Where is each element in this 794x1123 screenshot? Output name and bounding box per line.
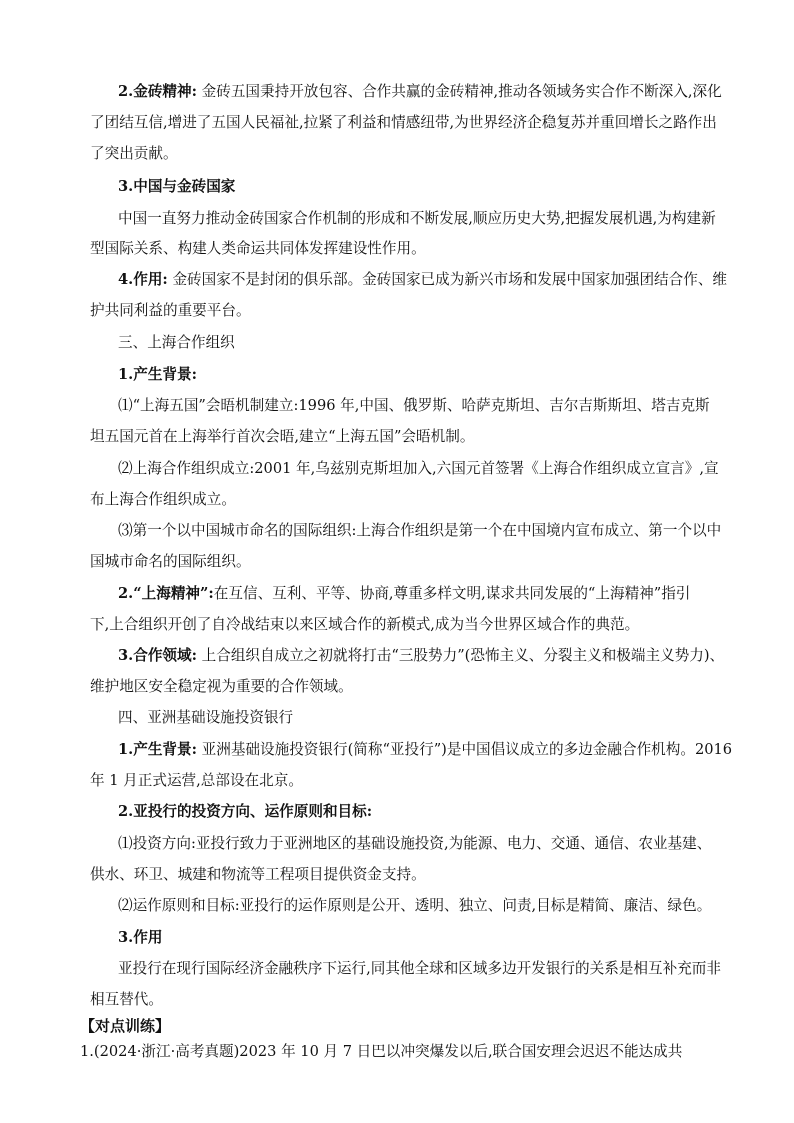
label-shanghai-spirit: 2.“上海精神”: — [118, 585, 214, 602]
heading-aiib-role: 3.作用 — [118, 929, 163, 946]
label-role: 4.作用: — [118, 271, 168, 288]
section-heading-sco: 三、上海合作组织 — [118, 334, 235, 351]
section-heading-aiib: 四、亚洲基础设施投资银行 — [118, 709, 294, 726]
text-line: 护共同利益的重要平台。 — [90, 302, 251, 319]
text-line: 坦五国元首在上海举行首次会晤,建立“上海五国”会晤机制。 — [90, 428, 475, 445]
paragraph-brics-spirit: 2.金砖精神: 金砖五国秉持开放包容、合作共赢的金砖精神,推动各领域务实合作不断深入,深化 — [118, 83, 722, 100]
text-line: 中国一直努力推动金砖国家合作机制的形成和不断发展,顺应历史大势,把握发展机遇,为构建新 — [118, 210, 716, 227]
paragraph-brics-role: 4.作用: 金砖国家不是封闭的俱乐部。金砖国家已成为新兴市场和发展中国家加强团结合作、维 — [118, 271, 728, 288]
label-aiib-background: 1.产生背景: — [118, 741, 197, 758]
text-line: 型国际关系、构建人类命运共同体发挥建设性作用。 — [90, 240, 426, 257]
paragraph-cooperation-fields: 3.合作领域: 上合组织自成立之初就将打击“三股势力”(恐怖主义、分裂主义和极端主义势力)、 — [118, 647, 725, 664]
practice-header: 【对点训练】 — [80, 1017, 171, 1035]
heading-aiib-direction: 2.亚投行的投资方向、运作原则和目标: — [118, 803, 373, 820]
text-line: ⑵运作原则和目标:亚投行的运作原则是公开、透明、独立、问责,目标是精简、廉洁、绿色。 — [118, 897, 712, 914]
label-cooperation-fields: 3.合作领域: — [118, 647, 197, 664]
text-line: 了突出贡献。 — [90, 145, 178, 162]
text-line: 相互替代。 — [90, 991, 163, 1008]
text-line: ⑴“上海五国”会晤机制建立:1996 年,中国、俄罗斯、哈萨克斯坦、吉尔吉斯斯坦、塔吉克斯 — [118, 397, 710, 414]
text-line: 供水、环卫、城建和物流等工程项目提供资金支持。 — [90, 866, 426, 883]
heading-background: 1.产生背景: — [118, 366, 197, 383]
question-1: 1.(2024·浙江·高考真题)2023 年 10 月 7 日巴以冲突爆发以后,联合国安理会迟迟不能达成共 — [80, 1043, 683, 1060]
text-line: ⑴投资方向:亚投行致力于亚洲地区的基础设施投资,为能源、电力、交通、通信、农业基建、 — [118, 835, 712, 852]
text-line: ⑶第一个以中国城市命名的国际组织:上海合作组织是第一个在中国境内宣布成立、第一个以中 — [118, 522, 722, 539]
text-line: ⑵上海合作组织成立:2001 年,乌兹别克斯坦加入,六国元首签署《上海合作组织成立宣言》,宣 — [118, 460, 719, 477]
text-line: 国城市命名的国际组织。 — [90, 553, 251, 570]
text-line: 布上海合作组织成立。 — [90, 491, 236, 508]
text-line: 下,上合组织开创了自冷战结束以来区域合作的新模式,成为当今世界区域合作的典范。 — [90, 616, 640, 633]
text-line: 了团结互信,增进了五国人民福祉,拉紧了利益和情感纽带,为世界经济企稳复苏并重回增长之路作出 — [90, 114, 717, 131]
text-line: 维护地区安全稳定视为重要的合作领域。 — [90, 678, 353, 695]
text-line: 亚投行在现行国际经济金融秩序下运行,同其他全球和区域多边开发银行的关系是相互补充而非 — [118, 960, 721, 977]
label-brics-spirit: 2.金砖精神: — [118, 83, 197, 100]
paragraph-shanghai-spirit: 2.“上海精神”:在互信、互利、平等、协商,尊重多样文明,谋求共同发展的“上海精神”指引 — [118, 585, 691, 602]
heading-china-brics: 3.中国与金砖国家 — [118, 178, 236, 195]
paragraph-aiib-background: 1.产生背景: 亚洲基础设施投资银行(简称“亚投行”)是中国倡议成立的多边金融合作机构。2016 — [118, 741, 733, 758]
text-line: 年 1 月正式运营,总部设在北京。 — [90, 772, 303, 789]
